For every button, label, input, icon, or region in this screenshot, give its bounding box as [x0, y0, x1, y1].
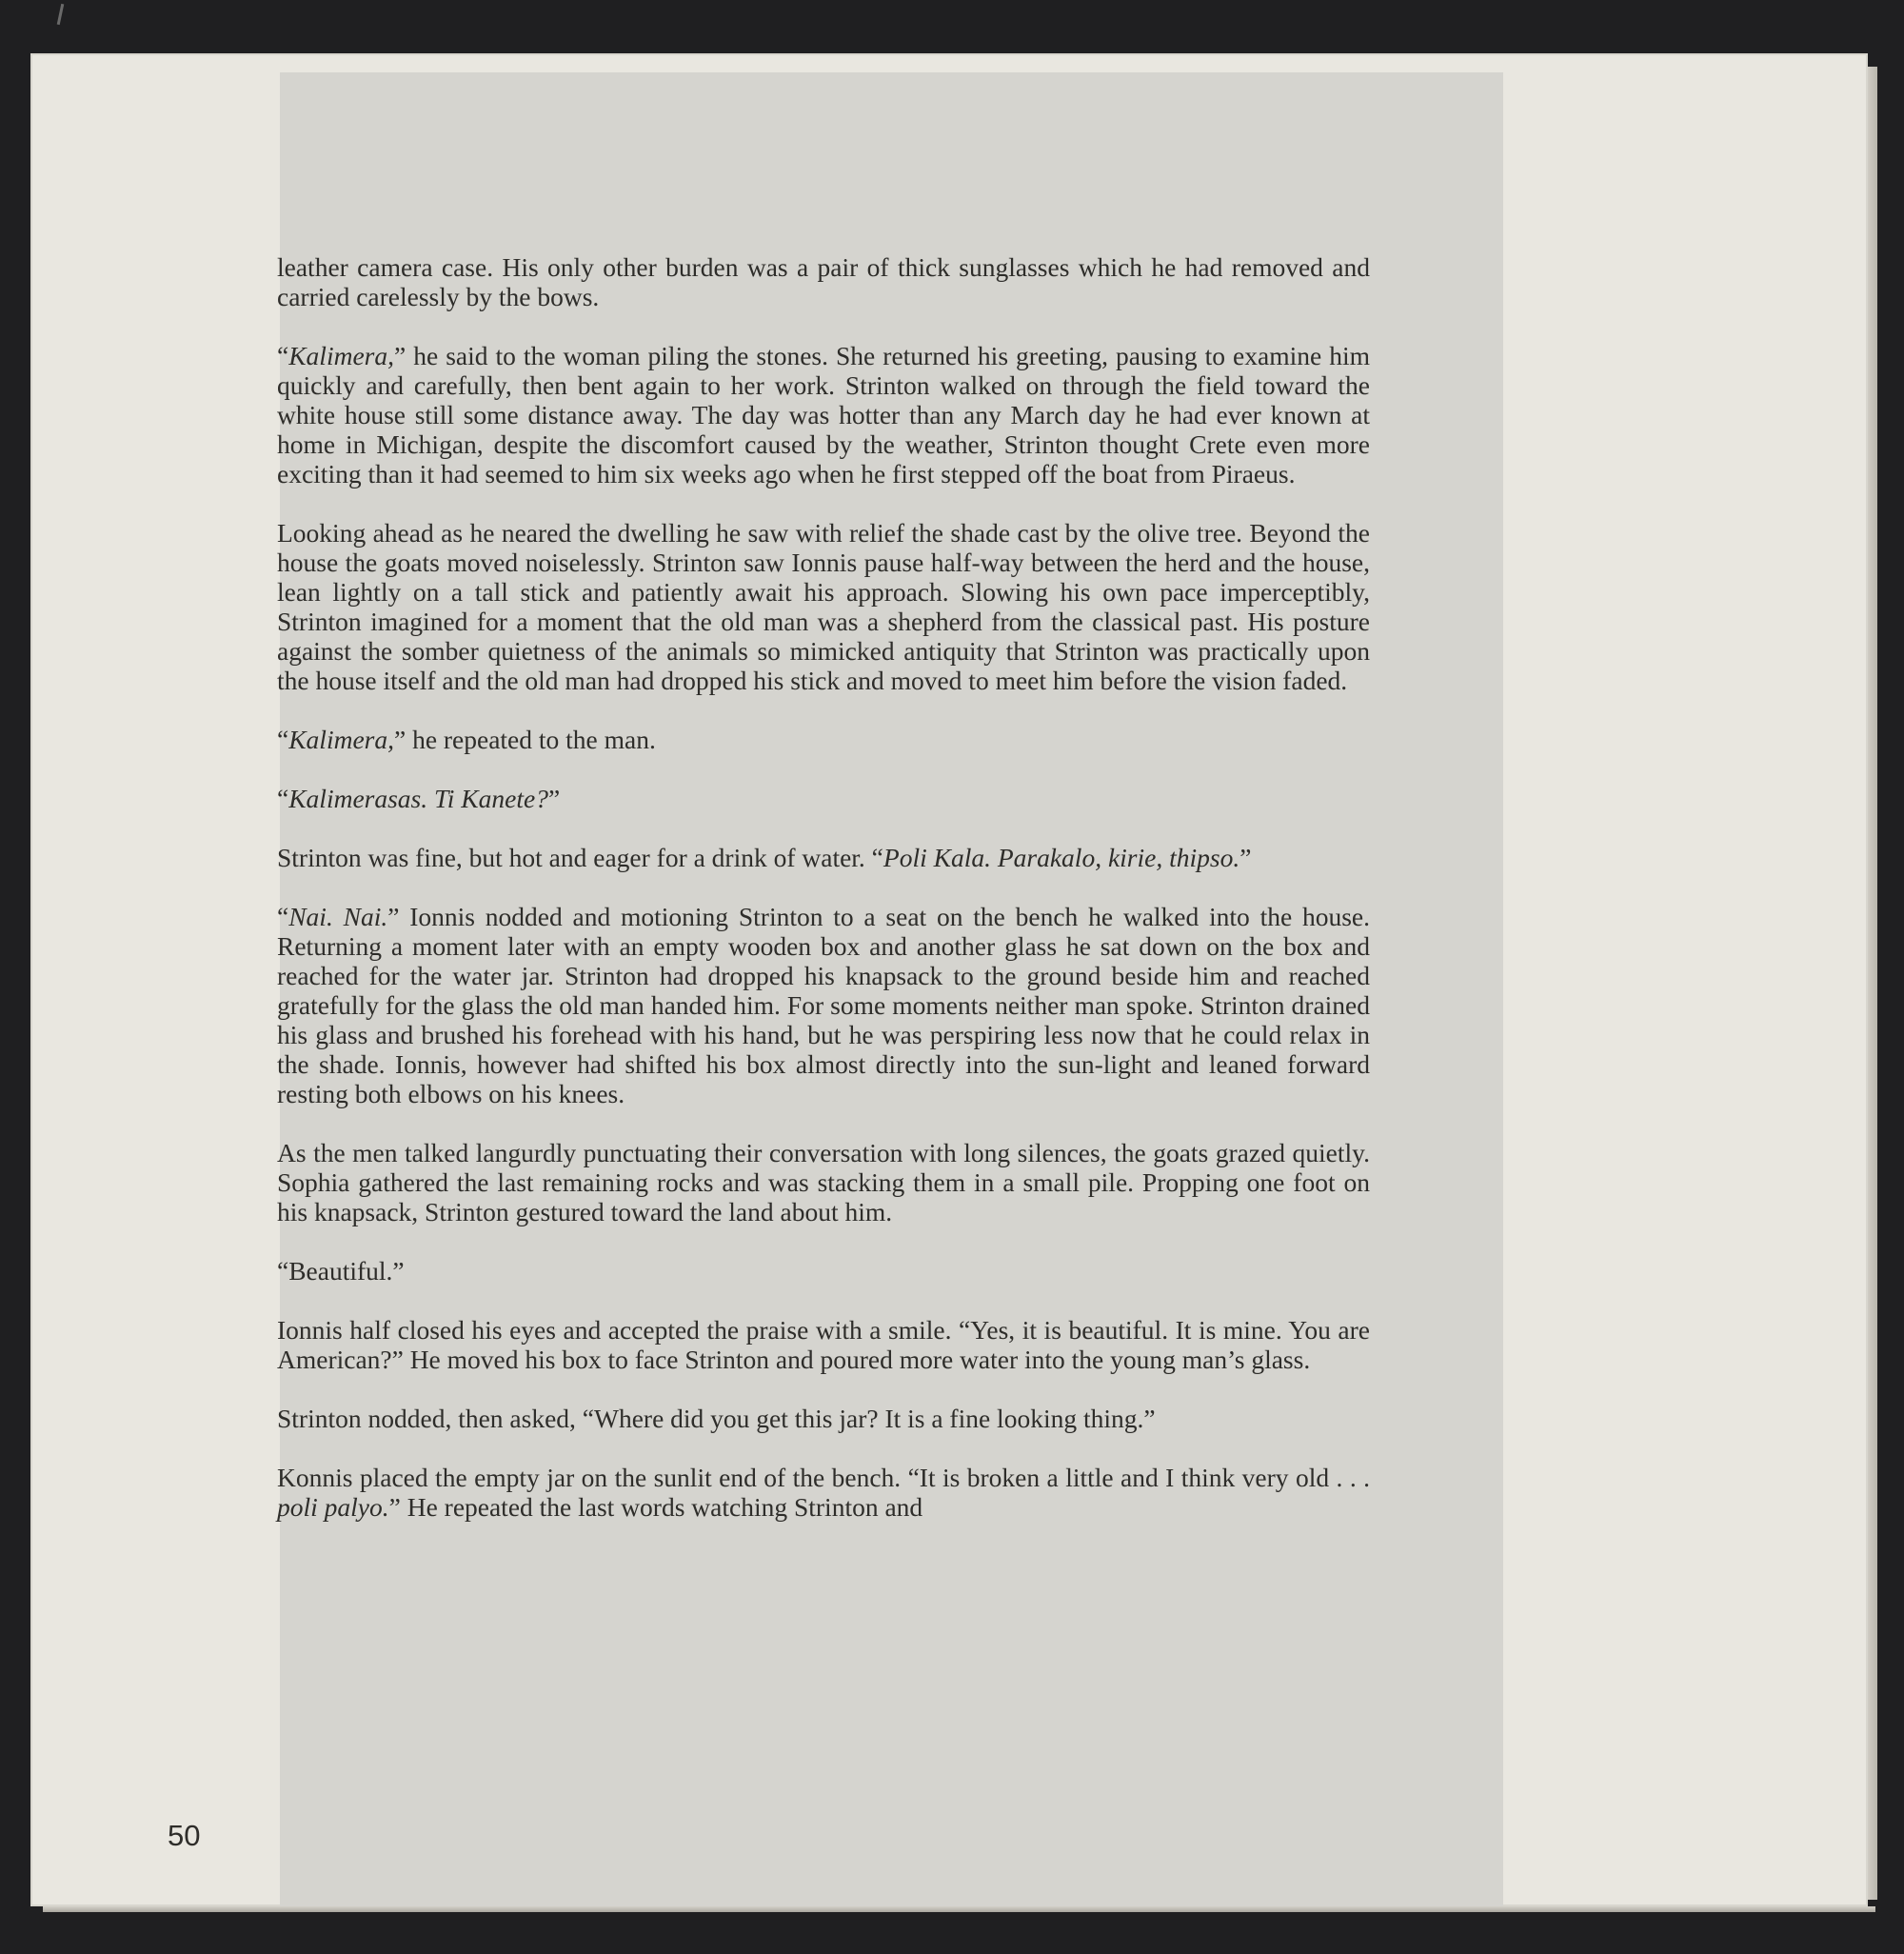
- italic-text: Kalimerasas. Ti Kanete?: [288, 784, 548, 813]
- text-run: “Beautiful.”: [277, 1256, 405, 1286]
- text-run: ”: [547, 784, 561, 813]
- text-run: ”: [1240, 843, 1252, 872]
- text-run: ” Ionnis nodded and motioning Strinton to a seat on the bench he walked into the house. Returning a moment later with an empty wooden box and another glass he sat down on the box and reached for the water jar. Strinton had dropped his knapsack to the ground beside him and reached gratefully for the glass the old man handed him. For some moments neither man spoke. Strinton drained his glass and brushed his forehead with his hand, but he was perspiring less now that he could relax in the shade. Ionnis, however had shifted his box almost directly into the sun-light and leaned forward resting both elbows on his knees.: [277, 902, 1371, 1108]
- paragraph: [277, 843, 1370, 872]
- paragraph: [277, 902, 1370, 1108]
- text-run: “: [277, 784, 289, 813]
- text-run: Strinton nodded, then asked, “Where did you get this jar? It is a fine looking thing.”: [277, 1404, 1156, 1433]
- italic-text: Nai. Nai.: [288, 902, 388, 931]
- paragraph: [277, 1138, 1370, 1226]
- paragraph: [277, 725, 1370, 754]
- text-run: leather camera case. His only other burden was a pair of thick sunglasses which he had removed and carried carelessly by the bows.: [277, 252, 1370, 311]
- body-text: [277, 252, 1370, 1551]
- paragraph: [277, 252, 1370, 311]
- text-run: Konnis placed the empty jar on the sunlit end of the bench. “It is broken a little and I think very old . . .: [277, 1463, 1370, 1492]
- paragraph: [277, 1404, 1370, 1433]
- text-run: Ionnis half closed his eyes and accepted the praise with a smile. “Yes, it is beautiful. It is mine. You are American?” He moved his box to face Strinton and poured more water into the young man’s glass.: [277, 1315, 1370, 1374]
- text-run: ” He repeated the last words watching Strinton and: [388, 1492, 923, 1522]
- text-run: Looking ahead as he neared the dwelling he saw with relief the shade cast by the olive tree. Beyond the house the goats moved noiselessly. Strinton saw Ionnis pause half-way between the herd and the house, lean lightly on a tall stick and patiently await his approach. Slowing his own pace imperceptibly, Strinton imagined for a moment that the old man was a shepherd from the classical past. His posture against the somber quietness of the animals so mimicked antiquity that Strinton was practically upon the house itself and the old man had dropped his stick and moved to meet him before the vision faded.: [277, 518, 1370, 695]
- text-run: “: [277, 725, 289, 754]
- paragraph: [277, 341, 1370, 488]
- paragraph: [277, 1463, 1370, 1522]
- paragraph: [277, 784, 1370, 813]
- italic-text: poli palyo.: [277, 1492, 389, 1522]
- text-run: ” he repeated to the man.: [393, 725, 656, 754]
- italic-text: Poli Kala. Parakalo, kirie, thipso.: [883, 843, 1240, 872]
- paragraph: [277, 1256, 1370, 1286]
- scan-mark: [57, 4, 65, 25]
- italic-text: Kalimera,: [288, 341, 394, 370]
- paragraph: [277, 518, 1370, 695]
- text-run: As the men talked langurdly punctuating their conversation with long silences, the goats grazed quietly. Sophia gathered the last remaining rocks and was stacking them in a small pile. Propping one foot on his knapsack, Strinton gestured toward the land about him.: [277, 1138, 1370, 1226]
- text-run: ” he said to the woman piling the stones. She returned his greeting, pausing to examine him quickly and carefully, then bent again to her work. Strinton walked on through the field toward the white house still some distance away. The day was hotter than any March day he had ever known at home in Michigan, despite the discomfort caused by the weather, Strinton thought Crete even more exciting than it had seemed to him six weeks ago when he first stepped off the boat from Piraeus.: [277, 341, 1370, 488]
- text-run: Strinton was fine, but hot and eager for a drink of water. “: [277, 843, 883, 872]
- text-run: “: [277, 341, 289, 370]
- italic-text: Kalimera,: [288, 725, 394, 754]
- page-number: 50: [168, 1819, 201, 1852]
- paragraph: [277, 1315, 1370, 1374]
- page-edge-bottom: [43, 1906, 1875, 1912]
- page-edge-right: [1868, 67, 1877, 1900]
- text-run: “: [277, 902, 289, 931]
